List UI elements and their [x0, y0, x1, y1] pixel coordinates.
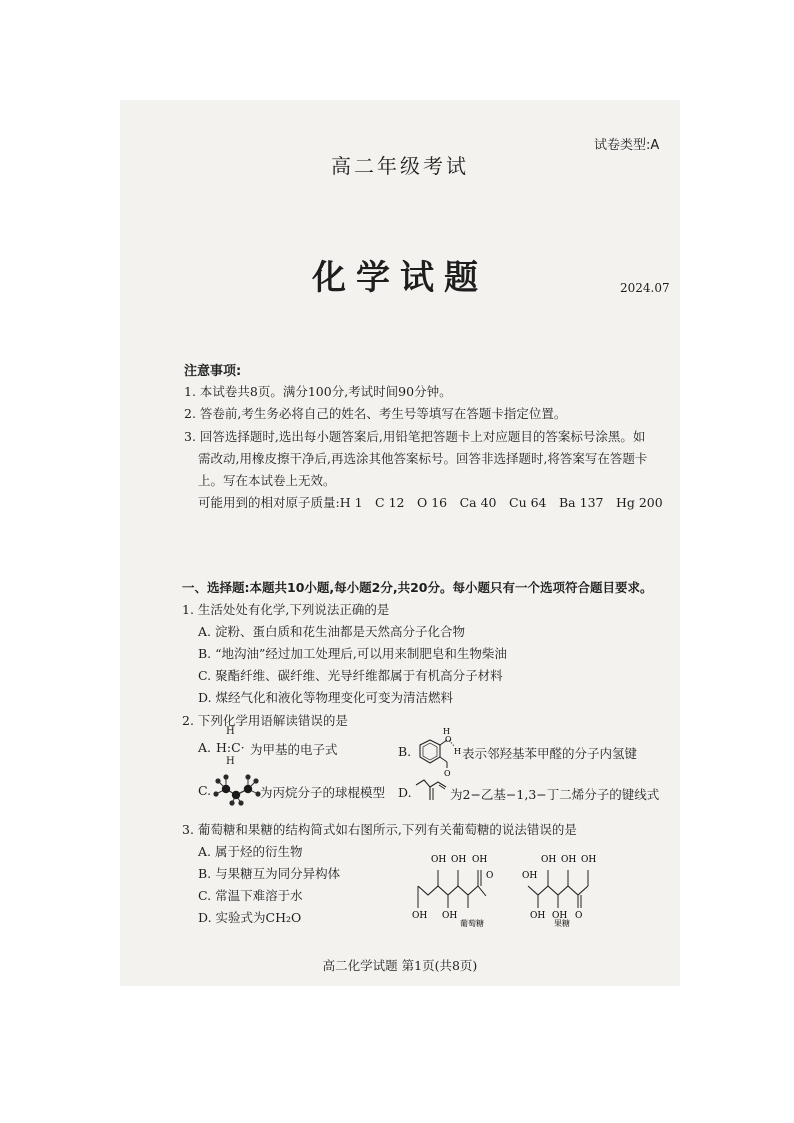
q2-option-b-text: 表示邻羟基苯甲醛的分子内氢键: [462, 746, 638, 761]
atomic-mass-line: 可能用到的相对原子质量:H 1 C 12 O 16 Ca 40 Cu 64 Ba 137 Hg 200: [198, 495, 663, 510]
glucose-oh: OH: [472, 855, 488, 865]
q2-option-d-text: 为2−乙基−1,3−丁二烯分子的键线式: [450, 787, 660, 802]
exam-type-label: 试卷类型:A: [594, 138, 660, 153]
fructose-carbonyl-o: O: [575, 911, 583, 921]
question-1-stem: 1. 生活处处有化学,下列说法正确的是: [182, 602, 390, 617]
fructose-oh: OH: [552, 911, 568, 921]
exam-date: 2024.07: [620, 281, 670, 295]
section-title: 一、选择题:本题共10小题,每小题2分,共20分。每小题只有一个选项符合题目要求。: [182, 580, 653, 595]
skeletal-formula: [412, 778, 448, 806]
exam-page: [120, 100, 680, 986]
q1-option-d: D. 煤经气化和液化等物理变化可变为清洁燃料: [198, 690, 454, 705]
glucose-oh: OH: [431, 855, 447, 865]
methyl-electron-formula: H:C·: [216, 740, 245, 755]
fructose-oh: OH: [530, 911, 546, 921]
q3-option-a: A. 属于烃的衍生物: [198, 844, 303, 859]
fructose-oh: OH: [581, 855, 597, 865]
q2-option-b-label: B.: [398, 744, 412, 759]
q1-option-b: B. “地沟油”经过加工处理后,可以用来制肥皂和生物柴油: [198, 646, 507, 661]
note-item: 1. 本试卷共8页。满分100分,考试时间90分钟。: [184, 384, 452, 399]
q2-option-c-text: 为丙烷分子的球棍模型: [260, 785, 386, 800]
glucose-structure: [410, 848, 505, 928]
q1-option-c: C. 聚酯纤维、碳纤维、光导纤维都属于有机高分子材料: [198, 668, 503, 683]
b-atom-h-hydroxyl: H: [443, 728, 450, 736]
q1-option-a: A. 淀粉、蛋白质和花生油都是天然高分子化合物: [198, 624, 465, 639]
q2-option-c-label: C.: [198, 783, 212, 798]
fructose-oh: OH: [541, 855, 557, 865]
glucose-oh: OH: [451, 855, 467, 865]
note-item: 上。写在本试卷上无效。: [198, 473, 336, 488]
glucose-oh: OH: [442, 911, 458, 921]
q2-option-a-text: 为甲基的电子式: [250, 742, 338, 757]
glucose-oh: OH: [412, 911, 428, 921]
methyl-h-top: H: [226, 726, 235, 737]
glucose-caption: 葡萄糖: [460, 919, 484, 928]
notes-heading: 注意事项:: [184, 364, 242, 379]
q3-option-d: D. 实验式为CH₂O: [198, 910, 302, 925]
fructose-structure: [522, 848, 607, 928]
fructose-oh: OH: [561, 855, 577, 865]
b-atom-o-hydroxyl: O: [445, 735, 452, 744]
fructose-caption: 果糖: [554, 919, 570, 928]
intramolecular-hydrogen-bond-structure: [412, 728, 462, 776]
note-item: 3. 回答选择题时,选出每小题答案后,用铅笔把答题卡上对应题目的答案标号涂黑。如: [184, 429, 646, 444]
grade-title: 高二年级考试: [331, 154, 469, 178]
q2-option-a-label: A.: [198, 740, 212, 755]
propane-ball-stick-model: [210, 772, 262, 806]
methyl-h-bottom: H: [226, 756, 235, 767]
b-atom-o-aldehyde: O: [444, 769, 451, 776]
note-item: 2. 答卷前,考生务必将自己的姓名、考生号等填写在答题卡指定位置。: [184, 406, 567, 421]
note-item: 需改动,用橡皮擦干净后,再选涂其他答案标号。回答非选择题时,将答案写在答题卡: [198, 451, 648, 466]
b-atom-h-aldehyde: H: [454, 747, 461, 756]
q2-option-d-label: D.: [398, 785, 412, 800]
question-3-stem: 3. 葡萄糖和果糖的结构简式如右图所示,下列有关葡萄糖的说法错误的是: [182, 822, 577, 837]
page-footer: 高二化学试题 第1页(共8页): [322, 958, 478, 973]
question-2-stem: 2. 下列化学用语解读错误的是: [182, 713, 348, 728]
q3-option-b: B. 与果糖互为同分异构体: [198, 866, 341, 881]
glucose-carbonyl-o: O: [486, 871, 494, 881]
subject-title: 化学试题: [312, 258, 488, 298]
q3-option-c: C. 常温下难溶于水: [198, 888, 303, 903]
fructose-oh: OH: [522, 871, 538, 881]
